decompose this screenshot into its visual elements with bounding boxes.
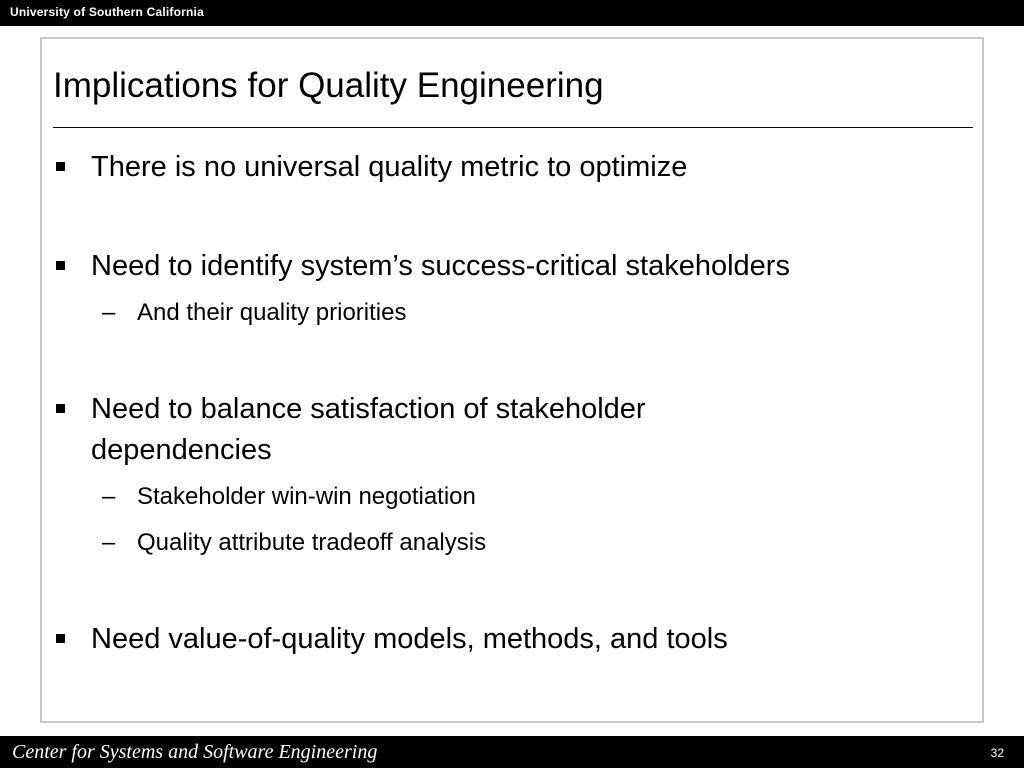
- page-number: 32: [990, 746, 1004, 760]
- bullet-text: Need to balance satisfaction of stakeholder dependencies: [91, 393, 646, 466]
- square-bullet-icon: [56, 404, 65, 413]
- sub-bullet-text: And their quality priorities: [137, 299, 407, 326]
- bullet-item: [91, 389, 791, 471]
- bullet-text: Need to identify system’s success-critical stakeholders: [91, 250, 790, 282]
- dash-bullet: –: [102, 529, 116, 556]
- bottom-banner: [0, 736, 1024, 768]
- bullet-item: [91, 619, 871, 660]
- sub-bullet-item: [102, 527, 917, 559]
- dash-bullet: –: [102, 299, 116, 326]
- sub-bullet-item: [102, 481, 917, 513]
- title-divider: [53, 127, 973, 128]
- slide-title: Implications for Quality Engineering: [53, 66, 604, 105]
- square-bullet-icon: [56, 162, 65, 171]
- sub-bullet-text: Quality attribute tradeoff analysis: [137, 529, 487, 556]
- square-bullet-icon: [56, 634, 65, 643]
- bullet-item: [91, 147, 871, 188]
- sub-bullet-item: [102, 297, 917, 329]
- top-banner: [0, 0, 1024, 26]
- bullet-item: [91, 246, 871, 287]
- bullet-text: Need value-of-quality models, methods, and tools: [91, 623, 728, 655]
- square-bullet-icon: [56, 261, 65, 270]
- center-name: Center for Systems and Software Engineering: [12, 741, 378, 763]
- bullet-text: There is no universal quality metric to optimize: [91, 151, 688, 183]
- sub-bullet-text: Stakeholder win-win negotiation: [137, 483, 476, 510]
- university-name: University of Southern California: [10, 5, 204, 19]
- dash-bullet: –: [102, 483, 116, 510]
